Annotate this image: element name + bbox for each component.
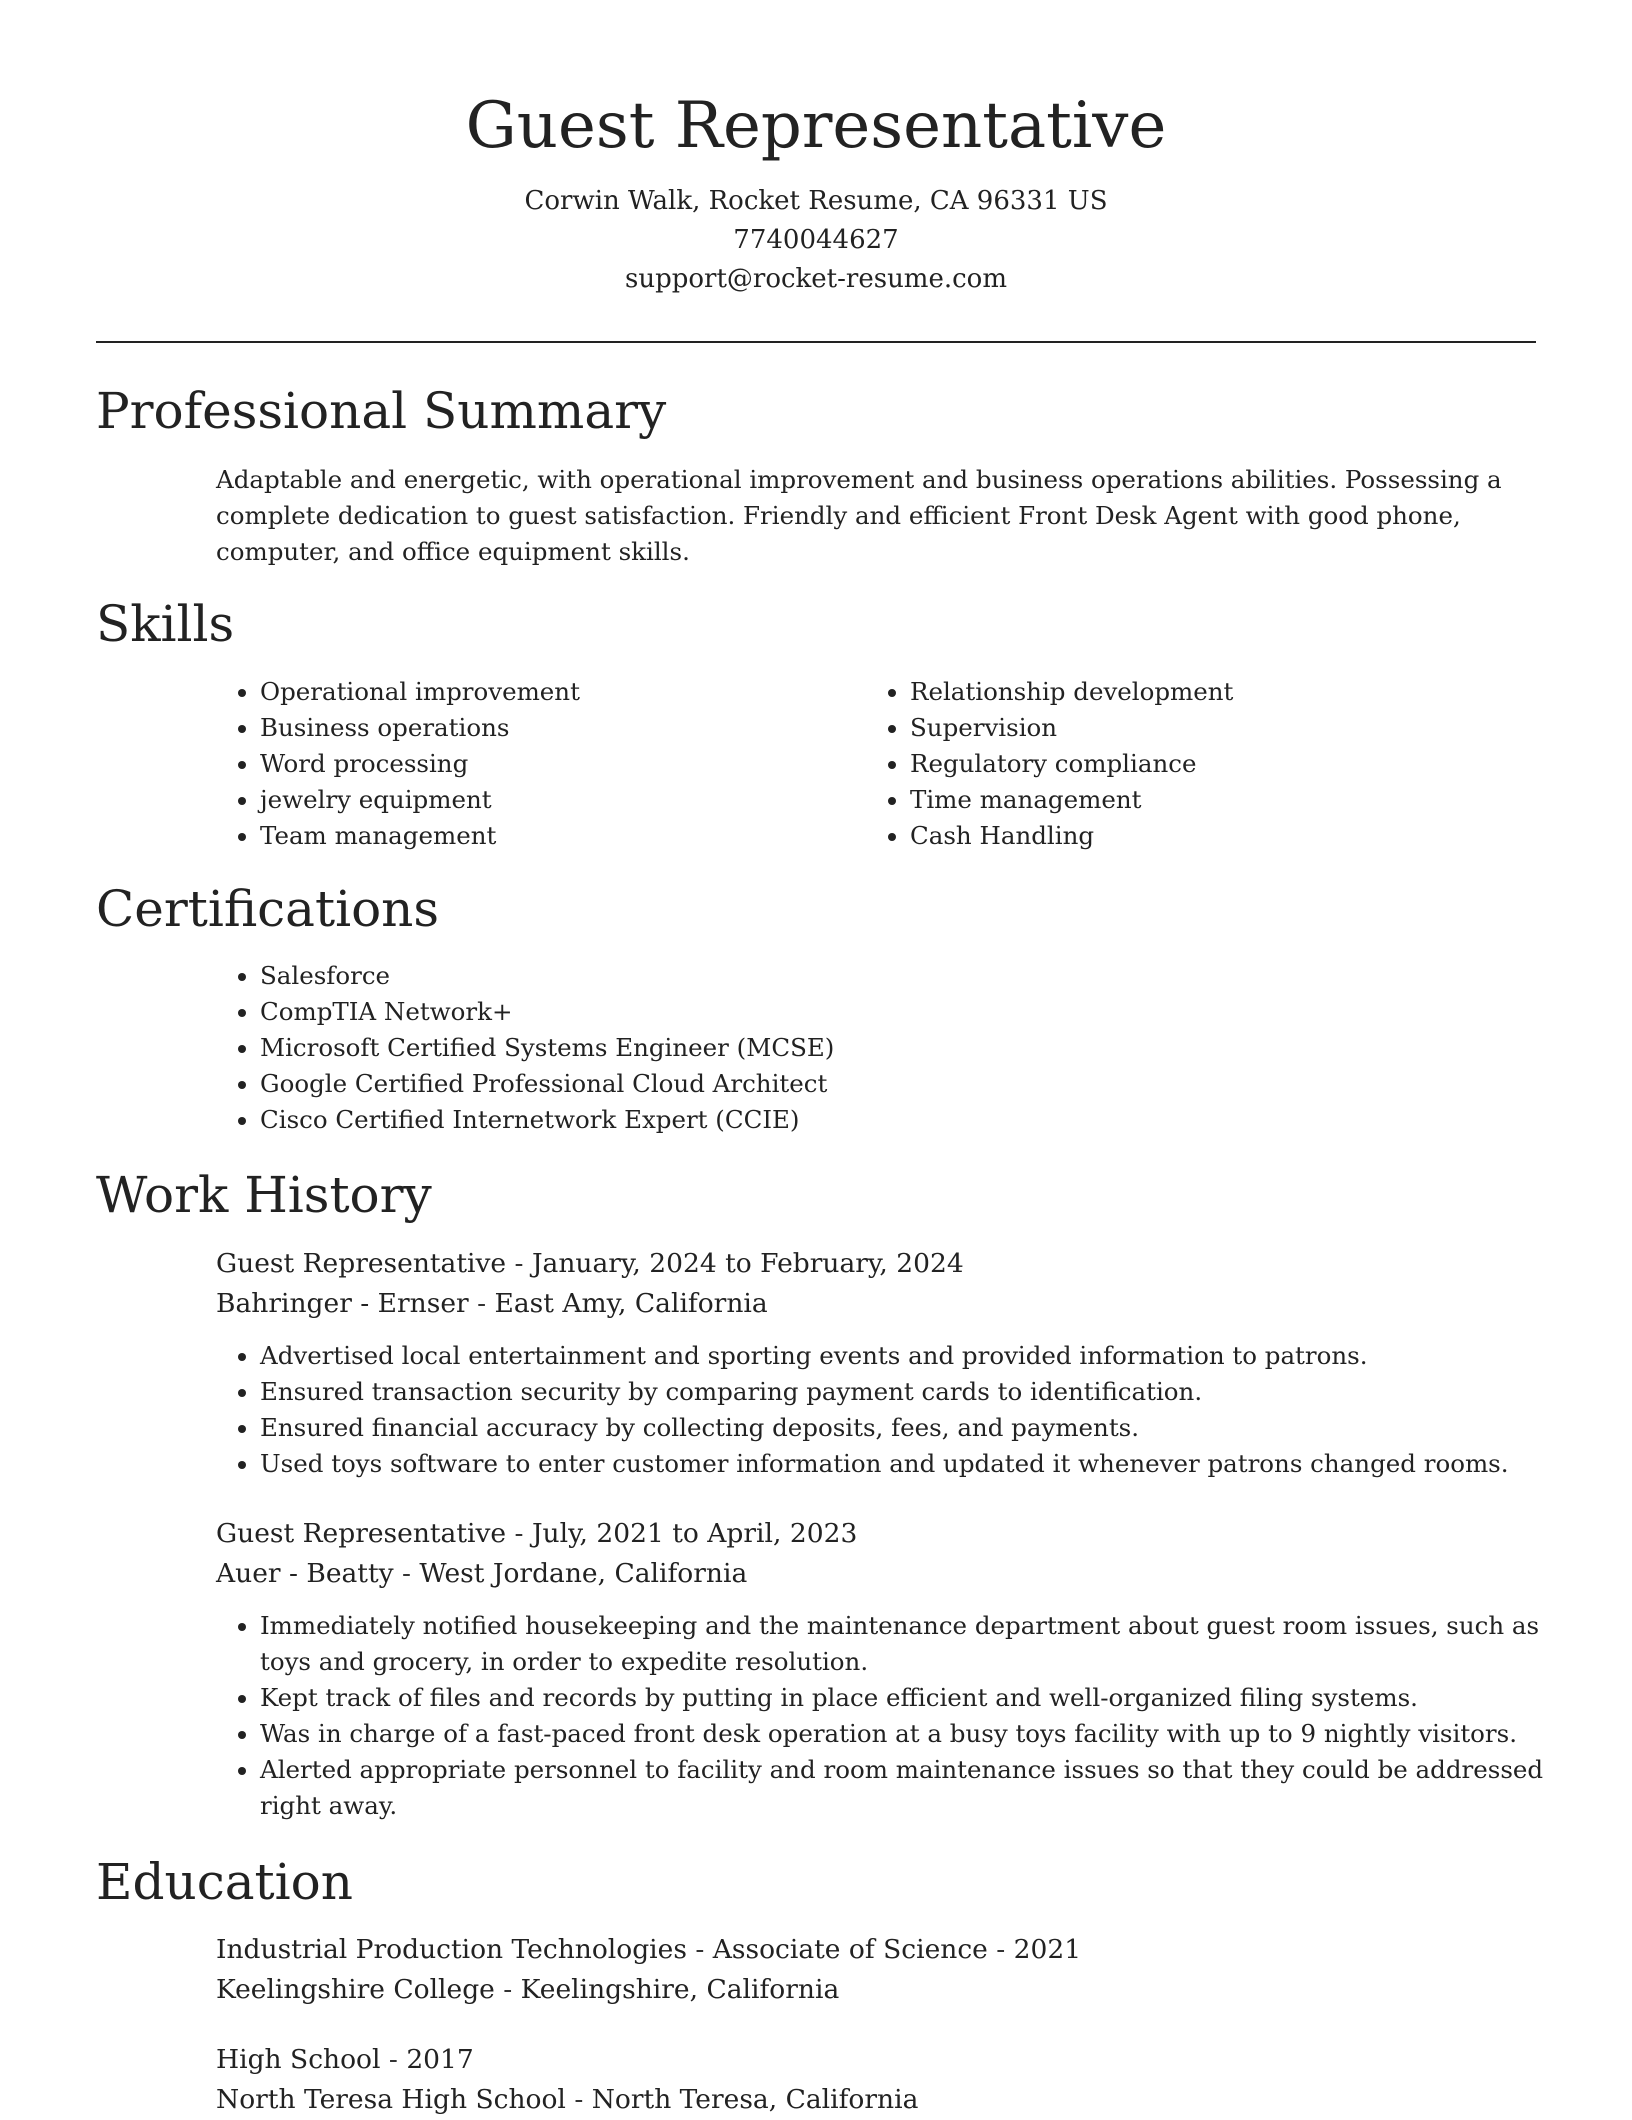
job-bullet: • Ensured financial accuracy by collecting deposits, fees, and payments. xyxy=(260,1410,1550,1446)
job-dates: July, 2021 to April, 2023 xyxy=(531,1518,858,1549)
work-history-heading: Work History xyxy=(96,1166,432,1224)
education-field: Industrial Production Technologies xyxy=(216,1934,687,1965)
job-bullet: • Immediately notified housekeeping and the maintenance department about guest room issues, such as toys and grocery, in order to expedite resolution. xyxy=(260,1608,1550,1680)
header-divider xyxy=(96,341,1536,343)
job-bullets xyxy=(216,1338,1550,1482)
job-bullet: • Alerted appropriate personnel to facility and room maintenance issues so that they could be addressed right away. xyxy=(260,1752,1550,1824)
summary-heading: Professional Summary xyxy=(96,382,667,440)
education-field: High School xyxy=(216,2044,381,2075)
skill-item: • Supervision xyxy=(910,710,1550,746)
skill-item: • Word processing xyxy=(260,746,820,782)
job-bullet: • Advertised local entertainment and sporting events and provided information to patrons. xyxy=(260,1338,1550,1374)
education-degree-line: High School - 2017 xyxy=(216,2044,474,2075)
skill-item: • Business operations xyxy=(260,710,820,746)
skill-item: • Time management xyxy=(910,782,1550,818)
education-heading: Education xyxy=(96,1853,353,1911)
certifications-heading: Certifications xyxy=(96,880,440,938)
job-bullet: • Used toys software to enter customer information and updated it whenever patrons changed rooms. xyxy=(260,1446,1550,1482)
education-location: Keelingshire, California xyxy=(520,1974,840,2005)
education-location: North Teresa, California xyxy=(591,2084,919,2115)
skill-item: • Relationship development xyxy=(910,674,1550,710)
skill-item: • jewelry equipment xyxy=(260,782,820,818)
education-school-line: Keelingshire College - Keelingshire, California xyxy=(216,1974,840,2005)
education-school: Keelingshire College xyxy=(216,1974,495,2005)
skill-item: • Cash Handling xyxy=(910,818,1550,854)
contact-address: Corwin Walk, Rocket Resume, CA 96331 US xyxy=(524,186,1108,216)
contact-email: support@rocket-resume.com xyxy=(624,264,1007,294)
skills-heading: Skills xyxy=(96,595,235,653)
certification-item: • Salesforce xyxy=(260,958,1540,994)
certification-item: • CompTIA Network+ xyxy=(260,994,1540,1030)
job-location: East Amy, California xyxy=(494,1288,768,1319)
contact-phone: 7740044627 xyxy=(733,225,899,255)
education-school-line: North Teresa High School - North Teresa, California xyxy=(216,2084,919,2115)
education-school: North Teresa High School xyxy=(216,2084,566,2115)
job-role: Guest Representative xyxy=(216,1248,507,1279)
skills-list-left xyxy=(216,674,820,854)
job-company-line: Bahringer - Ernser - East Amy, California xyxy=(216,1288,768,1319)
job-company-line: Auer - Beatty - West Jordane, California xyxy=(216,1558,748,1589)
job-role: Guest Representative xyxy=(216,1518,507,1549)
job-location: West Jordane, California xyxy=(419,1558,748,1589)
contact-block xyxy=(0,182,1632,299)
job-bullet: • Was in charge of a fast-paced front desk operation at a busy toys facility with up to 9 nightly visitors. xyxy=(260,1716,1550,1752)
job-title-line: Guest Representative - July, 2021 to April, 2023 xyxy=(216,1518,858,1549)
certification-item: • Microsoft Certified Systems Engineer (MCSE) xyxy=(260,1030,1540,1066)
job-bullet: • Ensured transaction security by comparing payment cards to identification. xyxy=(260,1374,1550,1410)
education-degree: Associate of Science xyxy=(712,1934,988,1965)
skills-list-right xyxy=(866,674,1550,854)
skill-item: • Operational improvement xyxy=(260,674,820,710)
education-degree-line: Industrial Production Technologies - Associate of Science - 2021 xyxy=(216,1934,1082,1965)
certification-item: • Cisco Certified Internetwork Expert (CCIE) xyxy=(260,1102,1540,1138)
certification-item: • Google Certified Professional Cloud Architect xyxy=(260,1066,1540,1102)
candidate-name: Guest Representative xyxy=(465,89,1167,163)
summary-text: Adaptable and energetic, with operational improvement and business operations abilities. Possessing a complete dedication to guest satisfaction. Friendly and efficient Front Desk Agent with good phone, computer, and office equipment skills. xyxy=(216,465,1502,566)
job-bullet: • Kept track of files and records by putting in place efficient and well-organized filing systems. xyxy=(260,1680,1550,1716)
job-dates: January, 2024 to February, 2024 xyxy=(531,1248,964,1279)
skill-item: • Regulatory compliance xyxy=(910,746,1550,782)
resume-header xyxy=(0,0,1632,299)
skill-item: • Team management xyxy=(260,818,820,854)
education-year: 2017 xyxy=(406,2044,474,2075)
job-bullets xyxy=(216,1608,1550,1824)
education-year: 2021 xyxy=(1013,1934,1082,1965)
job-company: Bahringer - Ernser xyxy=(216,1288,469,1319)
job-title-line: Guest Representative - January, 2024 to February, 2024 xyxy=(216,1248,964,1279)
job-company: Auer - Beatty xyxy=(216,1558,394,1589)
certifications-list xyxy=(216,958,1540,1138)
